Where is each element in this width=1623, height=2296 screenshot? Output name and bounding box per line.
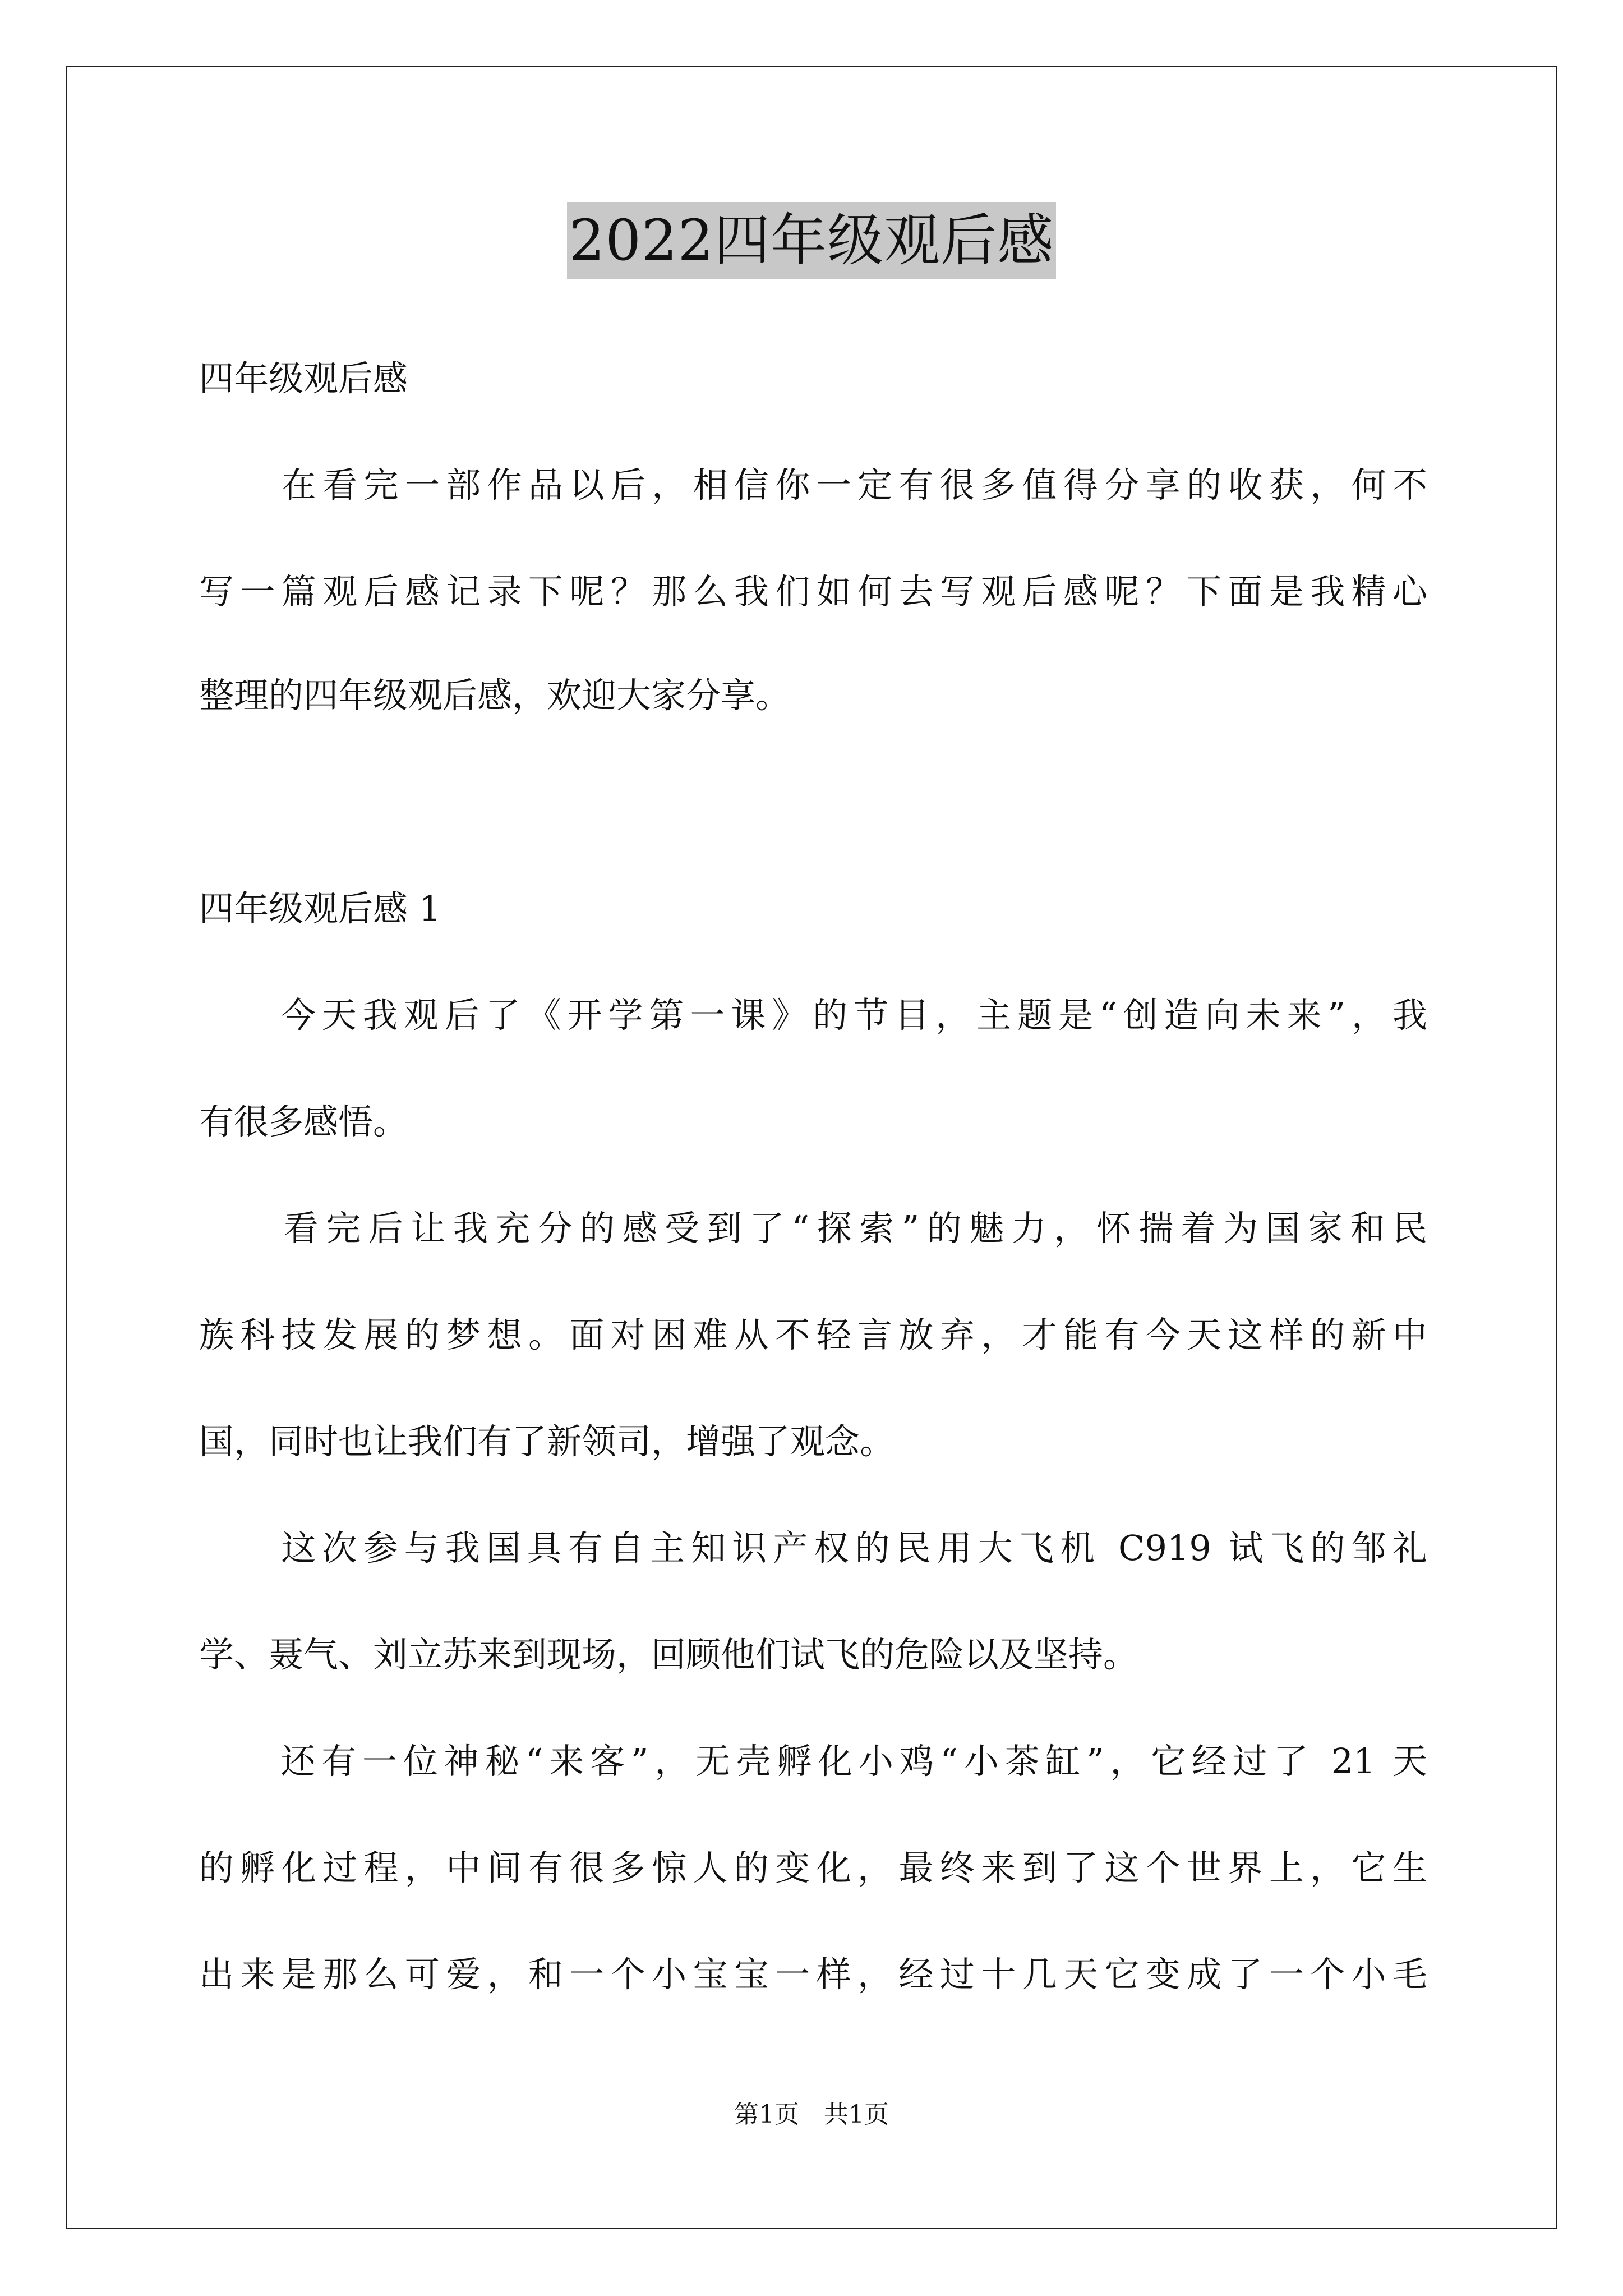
- section-heading-1: 四年级观后感 1: [199, 888, 441, 929]
- para3-line-2: 学、聂气、刘立苏来到现场，回顾他们试飞的危险以及坚持。: [199, 1634, 1138, 1675]
- para4-line-1: 还有一位神秘“来客”，无壳孵化小鸡“小茶缸”，它经过了 21 天: [199, 1741, 1427, 1782]
- document-title: 2022四年级观后感: [567, 202, 1057, 279]
- para1-line-2: 有很多感悟。: [199, 1101, 408, 1142]
- para3-line-1: 这次参与我国具有自主知识产权的民用大飞机 C919 试飞的邹礼: [199, 1527, 1427, 1568]
- intro-line-2: 写一篇观后感记录下呢？那么我们如何去写观后感呢？下面是我精心: [199, 571, 1427, 612]
- para2-line-1: 看完后让我充分的感受到了“探索”的魅力，怀揣着为国家和民: [199, 1208, 1427, 1249]
- intro-line-1: 在看完一部作品以后，相信你一定有很多值得分享的收获，何不: [199, 464, 1427, 505]
- para4-line-2: 的孵化过程，中间有很多惊人的变化，最终来到了这个世界上，它生: [199, 1847, 1427, 1888]
- title-container: [0, 202, 1623, 279]
- para4-line-3: 出来是那么可爱，和一个小宝宝一样，经过十几天它变成了一个小毛: [199, 1954, 1427, 1995]
- intro-line-3: 整理的四年级观后感，欢迎大家分享。: [199, 675, 791, 716]
- page-number: 第1页 共1页: [734, 2100, 889, 2129]
- section-heading-intro: 四年级观后感: [199, 358, 408, 399]
- para2-line-2: 族科技发展的梦想。面对困难从不轻言放弃，才能有今天这样的新中: [199, 1314, 1427, 1355]
- para1-line-1: 今天我观后了《开学第一课》的节目，主题是“创造向未来”，我: [199, 995, 1427, 1036]
- para2-line-3: 国，同时也让我们有了新领司，增强了观念。: [199, 1421, 895, 1462]
- page-footer: [0, 2098, 1623, 2132]
